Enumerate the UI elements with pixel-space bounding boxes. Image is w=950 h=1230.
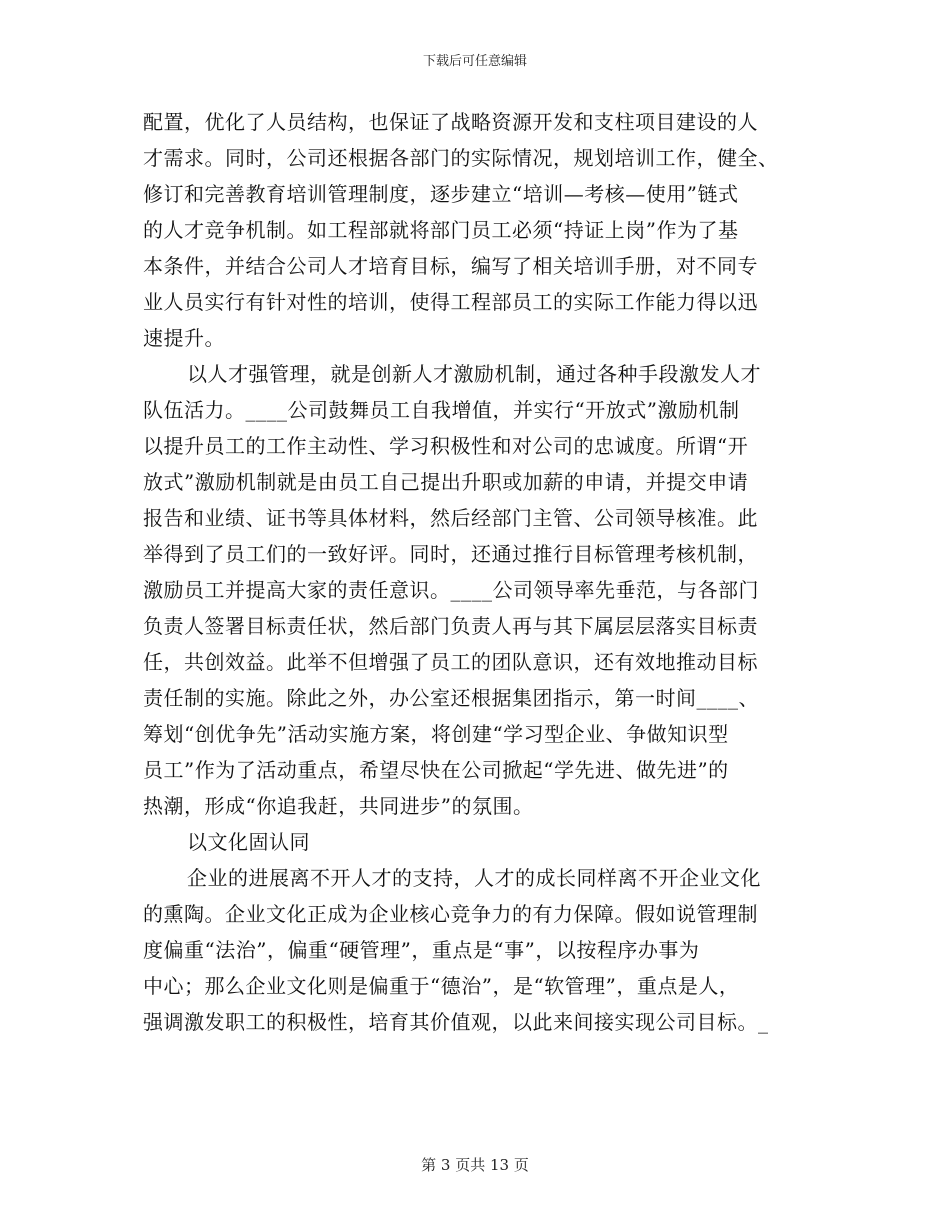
text-line: 才需求。同时，公司还根据各部门的实际情况，规划培训工作，健全、	[143, 146, 779, 170]
text-line: 队伍活力。____公司鼓舞员工自我增值，并实行“开放式”激励机制	[143, 398, 740, 422]
text-line: 以提升员工的工作主动性、学习积极性和对公司的忠诚度。所谓“开	[143, 434, 749, 458]
text-line: 以文化固认同	[187, 830, 310, 854]
text-line: 员工”作为了活动重点，希望尽快在公司掀起“学先进、做先进”的	[143, 758, 729, 782]
text-line: 热潮，形成“你追我赶，共同进步”的氛围。	[143, 794, 534, 818]
page-header: 下载后可任意编辑	[422, 54, 527, 69]
text-line: 业人员实行有针对性的培训，使得工程部员工的实际工作能力得以迅	[143, 290, 758, 314]
text-line: 的熏陶。企业文化正成为企业核心竞争力的有力保障。假如说管理制	[143, 902, 758, 926]
text-line: 企业的进展离不开人才的支持，人才的成长同样离不开企业文化	[187, 866, 761, 890]
text-line: 中心；那么企业文化则是偏重于“德治”，是“软管理”，重点是人，	[143, 974, 740, 998]
page-number: 第 3 页共 13 页	[421, 1156, 529, 1174]
section-heading	[143, 824, 808, 860]
text-line: 报告和业绩、证书等具体材料，然后经部门主管、公司领导核准。此	[143, 506, 758, 530]
text-line: 度偏重“法治”，偏重“硬管理”，重点是“事”，以按程序办事为	[143, 938, 700, 962]
paragraph	[143, 104, 808, 356]
text-line: 修订和完善教育培训管理制度，逐步建立“培训—考核—使用”链式	[143, 182, 739, 206]
text-line: 筹划“创优争先”活动实施方案，将创建“学习型企业、争做知识型	[143, 722, 729, 746]
text-line: 速提升。	[143, 326, 225, 350]
text-line: 任，共创效益。此举不但增强了员工的团队意识，还有效地推动目标	[143, 650, 758, 674]
text-line: 本条件，并结合公司人才培育目标，编写了相关培训手册，对不同专	[143, 254, 758, 278]
text-line: 负责人签署目标责任状，然后部门负责人再与其下属层层落实目标责	[143, 614, 758, 638]
paragraph	[143, 860, 808, 1040]
text-line: 举得到了员工们的一致好评。同时，还通过推行目标管理考核机制，	[143, 542, 758, 566]
text-line: 责任制的实施。除此之外，办公室还根据集团指示，第一时间____、	[143, 686, 759, 710]
text-line: 激励员工并提高大家的责任意识。____公司领导率先垂范，与各部门	[143, 578, 759, 602]
document-body	[143, 104, 808, 1040]
text-line: 强调激发职工的积极性，培育其价值观，以此来间接实现公司目标。_	[143, 1010, 769, 1034]
text-line: 以人才强管理，就是创新人才激励机制，通过各种手段激发人才	[187, 362, 761, 386]
text-line: 配置，优化了人员结构，也保证了战略资源开发和支柱项目建设的人	[143, 110, 758, 134]
text-line: 放式”激励机制就是由员工自己提出升职或加薪的申请，并提交申请	[143, 470, 749, 494]
text-line: 的人才竞争机制。如工程部就将部门员工必须“持证上岗”作为了基	[143, 218, 739, 242]
paragraph	[143, 356, 808, 824]
